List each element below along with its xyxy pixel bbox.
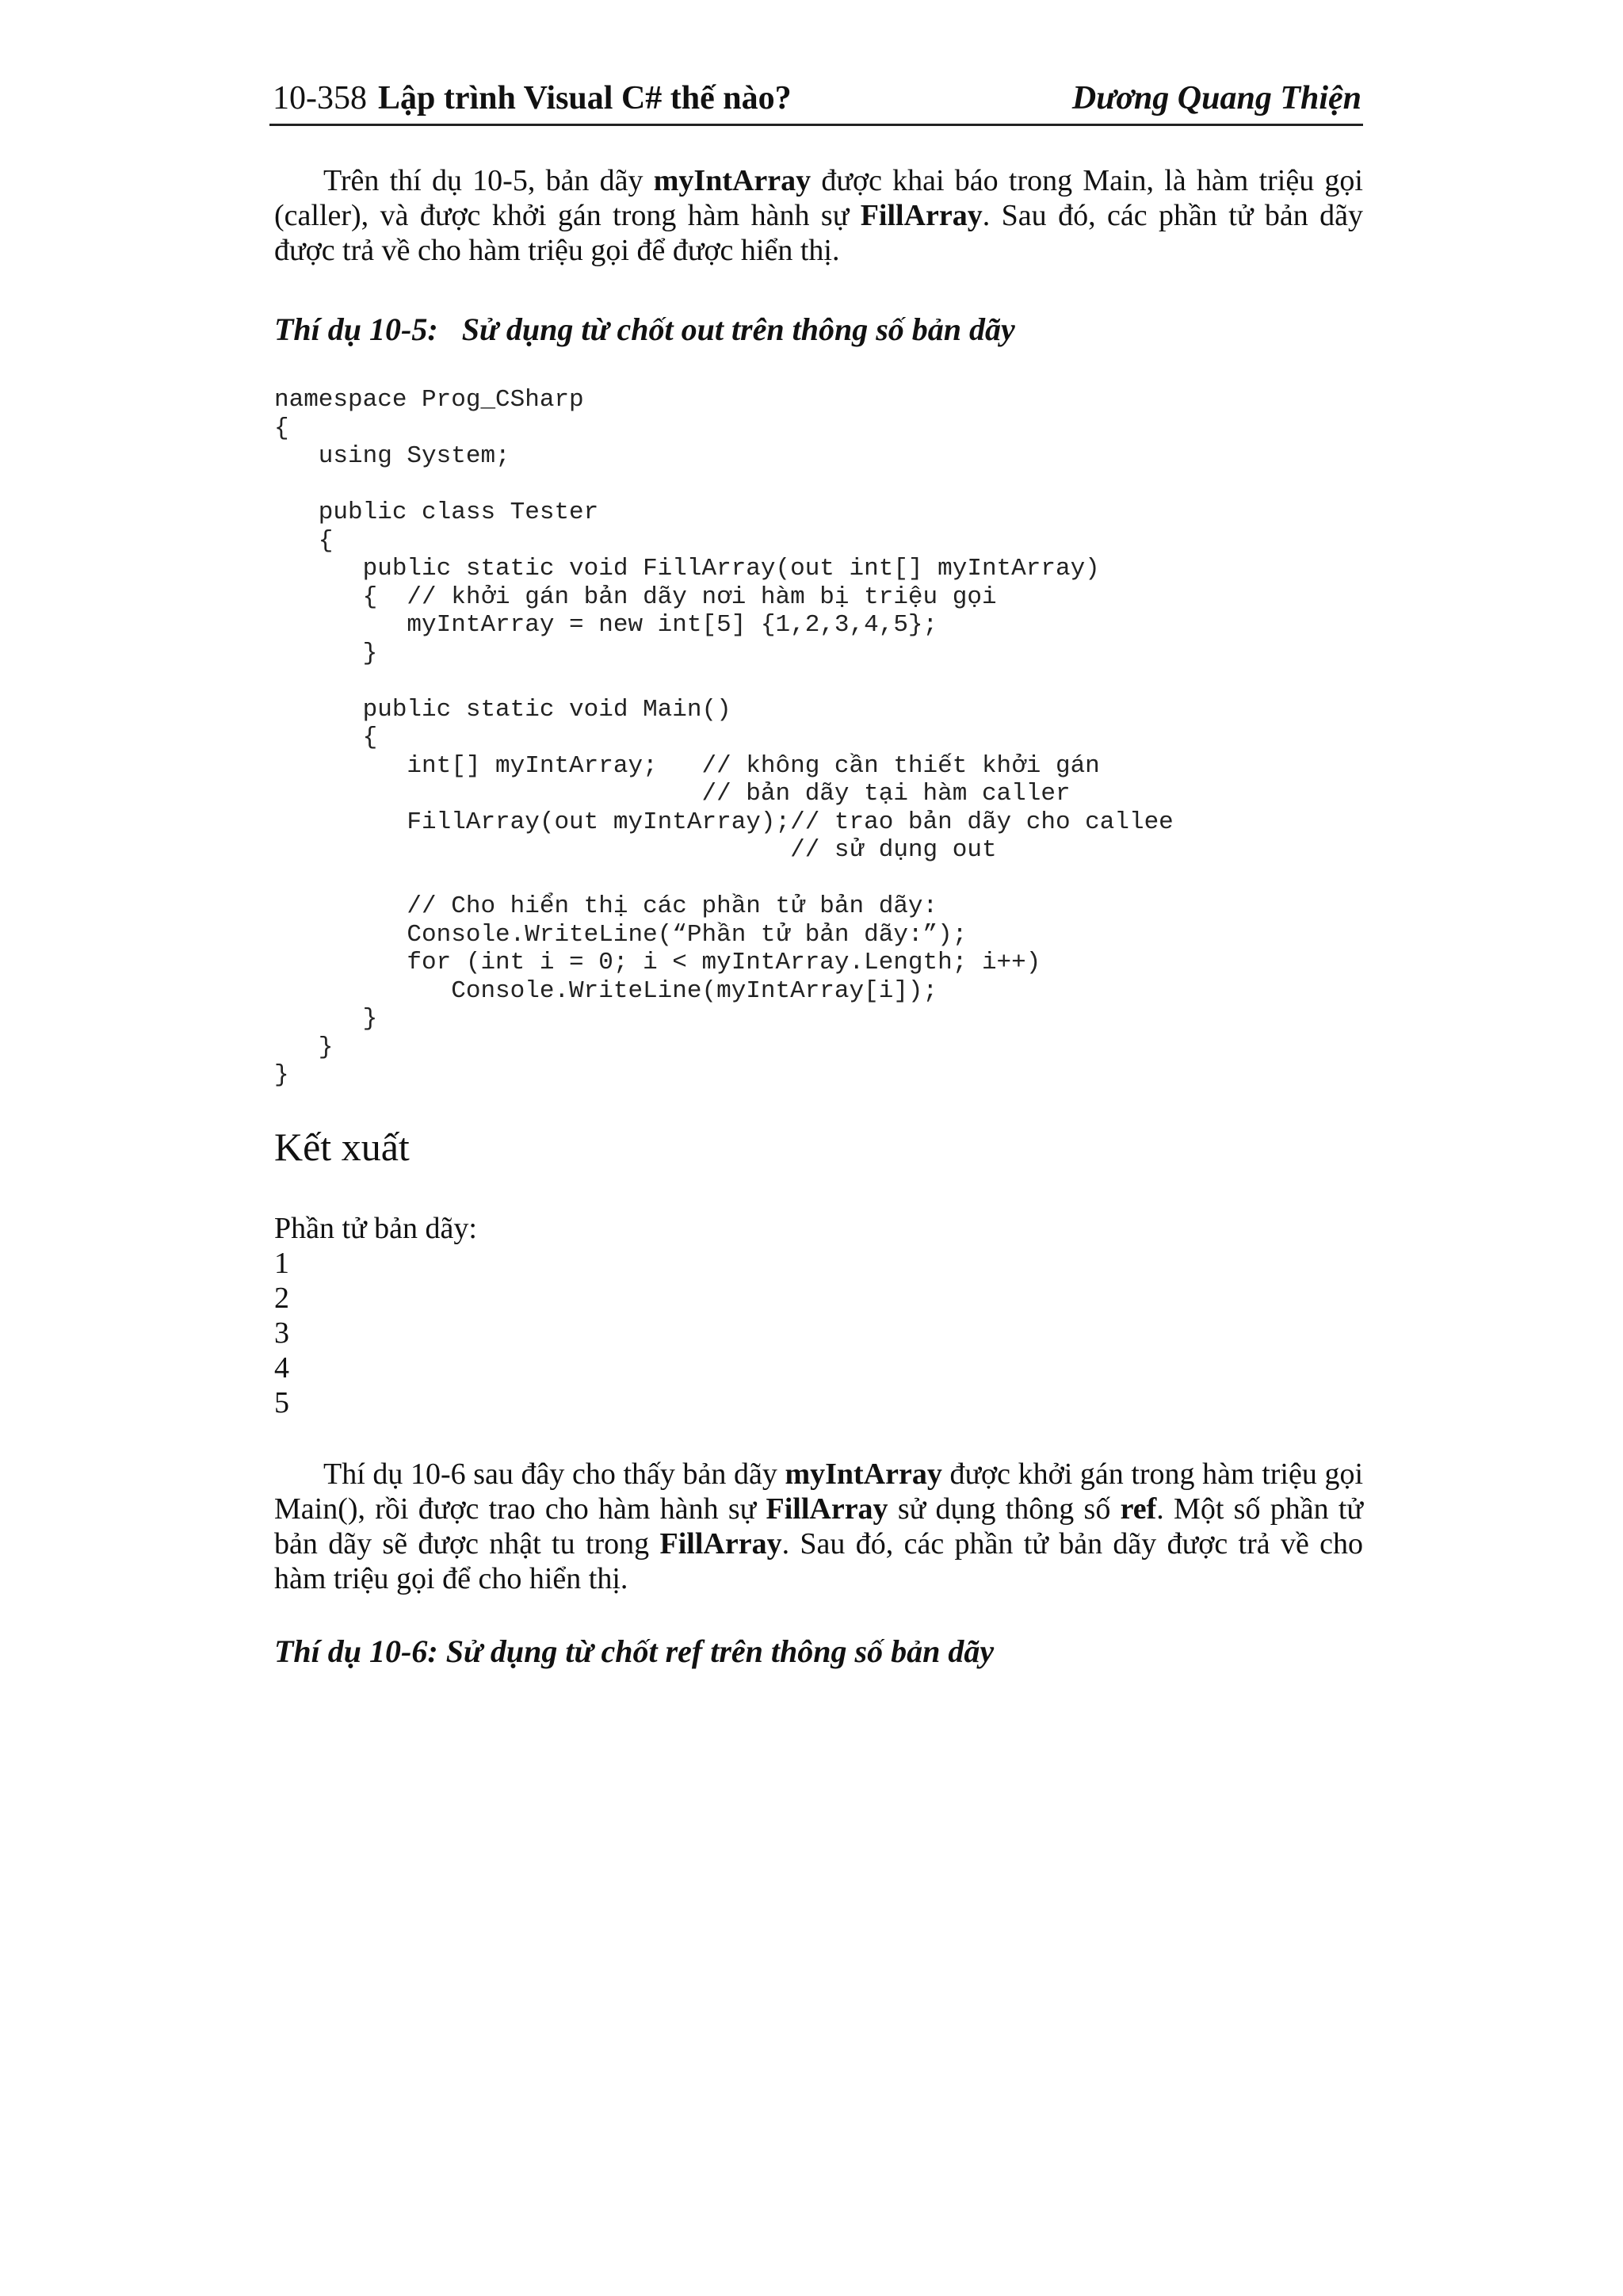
output-line: 2 — [274, 1282, 289, 1315]
output-line: 1 — [274, 1247, 289, 1280]
code-line: namespace Prog_CSharp — [274, 386, 584, 414]
code-line: public static void Main() — [274, 695, 731, 724]
example-title: Sử dụng từ chốt ref trên thông số bản dãy — [445, 1633, 995, 1669]
example-title: Sử dụng từ chốt out trên thông số bản dãy — [461, 311, 1015, 347]
code-line: { — [274, 724, 378, 751]
text-run: sử dụng thông số — [888, 1492, 1121, 1526]
code-line: FillArray(out myIntArray);// trao bản dãy cho callee — [274, 808, 1174, 836]
code-line: public static void FillArray(out int[] myIntArray) — [274, 555, 1100, 583]
page-header — [269, 73, 1363, 126]
example-label: Thí dụ 10-5: — [274, 311, 438, 347]
code-line — [274, 865, 1174, 893]
output-line: Phần tử bản dãy: — [274, 1212, 477, 1245]
bold-term: FillArray — [659, 1527, 782, 1561]
code-line — [274, 667, 1174, 696]
code-line: for (int i = 0; i < myIntArray.Length; i++) — [274, 949, 1041, 976]
output-line: 5 — [274, 1386, 289, 1419]
text-run: . Một số phần tử bản dãy sẽ được nhật tu trong — [274, 1492, 1363, 1561]
code-line: using System; — [274, 442, 510, 470]
code-line: // sử dụng out — [274, 836, 997, 864]
output-heading: Kết xuất — [274, 1125, 410, 1169]
code-line: public class Tester — [274, 499, 599, 526]
text-run: Thí dụ 10-6 sau đây cho thấy bản dãy — [323, 1457, 785, 1491]
code-line: // bản dãy tại hàm caller — [274, 780, 1071, 808]
code-line: Console.WriteLine(“Phần tử bản dãy:”); — [274, 920, 968, 949]
code-line: } — [274, 639, 378, 667]
code-line — [274, 471, 1174, 499]
code-line: // Cho hiển thị các phần tử bản dãy: — [274, 892, 938, 920]
output-listing — [274, 1211, 477, 1420]
code-line: } — [274, 1061, 289, 1089]
text-run: Trên thí dụ 10-5, bản dãy — [323, 164, 654, 197]
bold-term: FillArray — [766, 1492, 888, 1526]
example-heading-10-5 — [274, 311, 1015, 348]
header-left — [273, 79, 792, 117]
code-line: { — [274, 414, 289, 442]
example-label: Thí dụ 10-6: — [274, 1633, 438, 1669]
code-line: { — [274, 526, 334, 555]
bold-term: myIntArray — [785, 1457, 942, 1491]
code-line: Console.WriteLine(myIntArray[i]); — [274, 976, 938, 1005]
second-paragraph — [274, 1457, 1363, 1596]
code-line: int[] myIntArray; // không cần thiết khởi gán — [274, 751, 1100, 780]
output-line: 3 — [274, 1316, 289, 1350]
code-line: } — [274, 1005, 378, 1033]
code-line: { // khởi gán bản dãy nơi hàm bị triệu gọi — [274, 583, 997, 611]
output-line: 4 — [274, 1351, 289, 1385]
text-run: được khai báo trong Main, là hàm triệu gọi (caller), và được khởi gán trong hàm hành sự — [274, 164, 1363, 232]
author-name: Dương Quang Thiện — [1071, 80, 1361, 117]
code-line: myIntArray = new int[5] {1,2,3,4,5}; — [274, 611, 938, 639]
intro-paragraph — [274, 163, 1363, 268]
bold-term: myIntArray — [653, 164, 812, 197]
text-run: được khởi gán trong hàm triệu gọi Main(), rồi được trao cho hàm hành sự — [274, 1457, 1363, 1526]
example-heading-10-6 — [274, 1633, 994, 1670]
bold-term: ref — [1120, 1492, 1157, 1526]
page-number: 10-358 — [273, 80, 367, 117]
text-run: . Sau đó, các phần tử bản dãy được trả về cho hàm triệu gọi để được hiển thị. — [274, 199, 1363, 267]
book-title: Lập trình Visual C# thế nào? — [378, 80, 792, 117]
text-run: . Sau đó, các phần tử bản dãy được trả về cho hàm triệu gọi để cho hiển thị. — [274, 1527, 1364, 1595]
code-line: } — [274, 1033, 334, 1061]
code-listing — [274, 386, 1174, 1090]
bold-term: FillArray — [860, 199, 983, 232]
